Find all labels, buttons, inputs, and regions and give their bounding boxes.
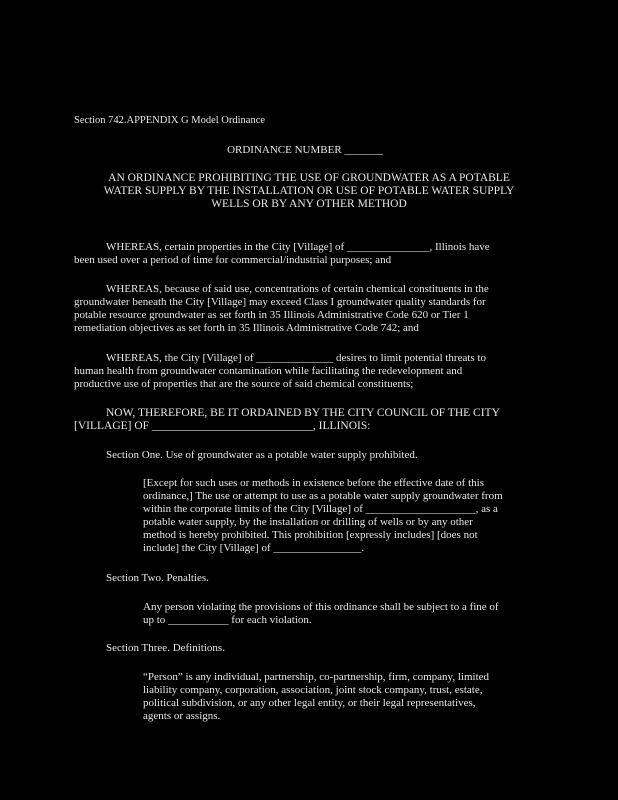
paragraph-line: [VILLAGE] OF ____________________________, ILLINOIS: — [74, 420, 371, 432]
paragraph-line: agents or assigns. — [143, 710, 221, 722]
title-line: AN ORDINANCE PROHIBITING THE USE OF GROUNDWATER AS A POTABLE — [108, 172, 510, 184]
paragraph-line: include] the City [Village] of ________________. — [143, 542, 365, 554]
title-line: WATER SUPPLY BY THE INSTALLATION OR USE OF POTABLE WATER SUPPLY — [103, 185, 515, 197]
ordinance-number-wrap — [0, 144, 618, 157]
paragraph-line: [Except for such uses or methods in existence before the effective date of this — [143, 477, 484, 489]
paragraph-line: remediation objectives as set forth in 35 Illinois Administrative Code 742; and — [74, 322, 419, 334]
whereas-paragraph-1 — [74, 241, 490, 267]
paragraph-line: method is hereby prohibited. This prohibition [expressly includes] [does not — [143, 529, 478, 541]
paragraph-line: potable resource groundwater as set forth in 35 Illinois Administrative Code 620 or Tier 1 — [74, 309, 469, 321]
paragraph-line: ordinance,] The use or attempt to use as a potable water supply groundwater from — [143, 490, 503, 502]
paragraph-line: WHEREAS, certain properties in the City [Village] of _______________, Illinois have — [106, 241, 490, 253]
paragraph-line: up to ___________ for each violation. — [143, 614, 312, 626]
section-two-body — [143, 601, 499, 627]
paragraph-line: potable water supply, by the installation or drilling of wells or by any other — [143, 516, 473, 528]
paragraph-line: NOW, THEREFORE, BE IT ORDAINED BY THE CITY COUNCIL OF THE CITY — [106, 407, 500, 419]
section-three-body — [143, 671, 489, 723]
paragraph-line: liability company, corporation, association, joint stock company, trust, estate, — [143, 684, 483, 696]
section-header: Section 742.APPENDIX G Model Ordinance — [74, 115, 266, 126]
paragraph-line: groundwater beneath the City [Village] may exceed Class I groundwater quality standards for — [74, 296, 486, 308]
paragraph-line: Any person violating the provisions of this ordinance shall be subject to a fine of — [143, 601, 499, 613]
therefore-clause — [74, 407, 500, 433]
ordinance-number: ORDINANCE NUMBER _______ — [227, 144, 383, 156]
whereas-paragraph-2 — [74, 283, 489, 335]
paragraph-line: productive use of properties that are the source of said chemical constituents; — [74, 378, 414, 390]
section-three-heading: Section Three. Definitions. — [106, 642, 225, 654]
section-one-body — [143, 477, 503, 555]
paragraph-line: human health from groundwater contamination while facilitating the redevelopment and — [74, 365, 463, 377]
ordinance-title — [0, 172, 618, 211]
section-two-heading: Section Two. Penalties. — [106, 572, 209, 584]
section-one-heading: Section One. Use of groundwater as a potable water supply prohibited. — [106, 449, 418, 461]
paragraph-line: within the corporate limits of the City [Village] of ____________________, as a — [143, 503, 498, 515]
paragraph-line: been used over a period of time for commercial/industrial purposes; and — [74, 254, 392, 266]
title-line: WELLS OR BY ANY OTHER METHOD — [211, 198, 407, 210]
whereas-paragraph-3 — [74, 352, 486, 391]
paragraph-line: “Person” is any individual, partnership, co-partnership, firm, company, limited — [143, 671, 490, 683]
paragraph-line: WHEREAS, because of said use, concentrations of certain chemical constituents in the — [106, 283, 489, 295]
paragraph-line: political subdivision, or any other legal entity, or their legal representatives, — [143, 697, 476, 709]
paragraph-line: WHEREAS, the City [Village] of ______________ desires to limit potential threats to — [106, 352, 487, 364]
